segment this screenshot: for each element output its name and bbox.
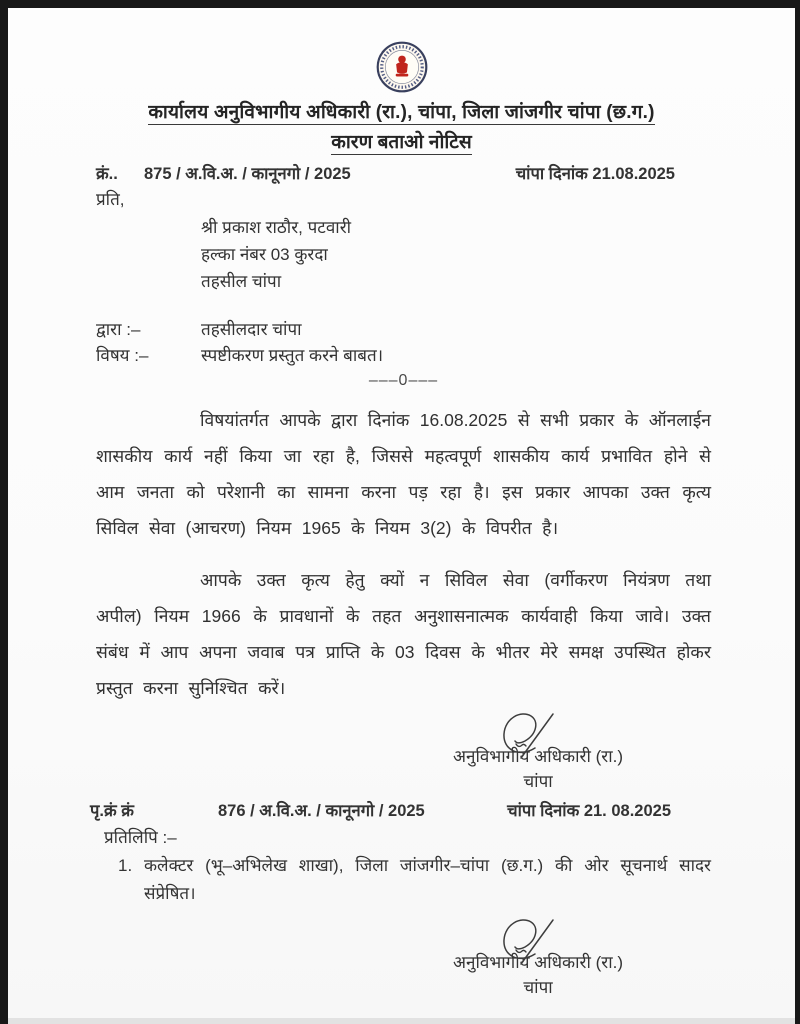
endorsement-label: पृ.क्रं क्रं <box>90 802 134 820</box>
copy-item-text: कलेक्टर (भू–अभिलेख शाखा), जिला जांजगीर–चांपा (छ.ग.) की ओर सूचनार्थ सादर संप्रेषित। <box>144 856 711 903</box>
signature-block-1 <box>453 708 623 794</box>
through-label: द्वारा :– <box>96 320 141 339</box>
office-title: कार्यालय अनुविभागीय अधिकारी (रा.), चांपा, जिला जांजगीर चांपा (छ.ग.) <box>148 102 655 123</box>
endorsement-number: 876 / अ.वि.अ. / कानूनगो / 2025 <box>218 802 425 820</box>
endorsement-line <box>90 798 711 821</box>
signature-scribble-icon <box>491 708 569 760</box>
officer-place: चांपा <box>523 772 553 791</box>
subject-value: स्पष्टीकरण प्रस्तुत करने बाबत। <box>201 346 384 365</box>
ref-place-date: चांपा दिनांक 21.08.2025 <box>515 165 675 183</box>
officer-designation: अनुविभागीय अधिकारी (रा.) <box>453 747 623 766</box>
ref-number-value: 875 / अ.वि.अ. / कानूनगो / 2025 <box>144 165 351 183</box>
endorsement-place-date: चांपा दिनांक 21. 08.2025 <box>507 802 671 820</box>
copy-to-label: प्रतिलिपि :– <box>104 828 177 847</box>
to-label: प्रति, <box>96 190 125 209</box>
addressee-name: श्री प्रकाश राठौर, पटवारी <box>201 218 352 237</box>
reference-line <box>96 161 711 184</box>
section-divider: –––0––– <box>368 372 439 389</box>
signature-scribble-icon <box>491 914 569 966</box>
through-line <box>96 317 711 343</box>
subject-label: विषय :– <box>96 346 149 365</box>
body-paragraph-2: आपके उक्त कृत्य हेतु क्यों न सिविल सेवा (वर्गीकरण नियंत्रण तथा अपील) नियम 1966 के प्रावधानों के तहत अनुशासनात्मक कार्यवाही किया जावे। उक्त संबंध में आप अपना जवाब पत्र प्राप्ति के 03 दिवस के भीतर मेरे समक्ष उपस्थित होकर प्रस्तुत करना सुनिश्चित करें। <box>96 570 711 698</box>
addressee-block <box>201 214 711 295</box>
addressee-halka: हल्का नंबर 03 कुरदा <box>201 245 328 264</box>
state-emblem-icon <box>375 40 429 94</box>
signature-block-2 <box>453 914 623 1000</box>
document-page <box>8 8 795 1018</box>
officer-designation: अनुविभागीय अधिकारी (रा.) <box>453 953 623 972</box>
notice-title: कारण बताओ नोटिस <box>331 132 472 153</box>
officer-place: चांपा <box>523 978 553 997</box>
subject-line <box>96 343 711 369</box>
ref-number-label: क्रं.. <box>96 165 118 183</box>
addressee-tehsil: तहसील चांपा <box>201 272 282 291</box>
copy-item-1 <box>118 852 711 908</box>
through-value: तहसीलदार चांपा <box>201 320 302 339</box>
copy-item-number: 1. <box>118 856 133 875</box>
photo-bottom-strip <box>8 1018 795 1024</box>
body-paragraph-1: विषयांतर्गत आपके द्वारा दिनांक 16.08.2025 से सभी प्रकार के ऑनलाईन शासकीय कार्य नहीं किया जा रहा है, जिससे महत्वपूर्ण शासकीय कार्य प्रभावित होने से आम जनता को परेशानी का सामना करना पड़ रहा है। इस प्रकार आपका उक्त कृत्य सिविल सेवा (आचरण) नियम 1965 के नियम 3(2) के विपरीत है। <box>96 410 712 538</box>
